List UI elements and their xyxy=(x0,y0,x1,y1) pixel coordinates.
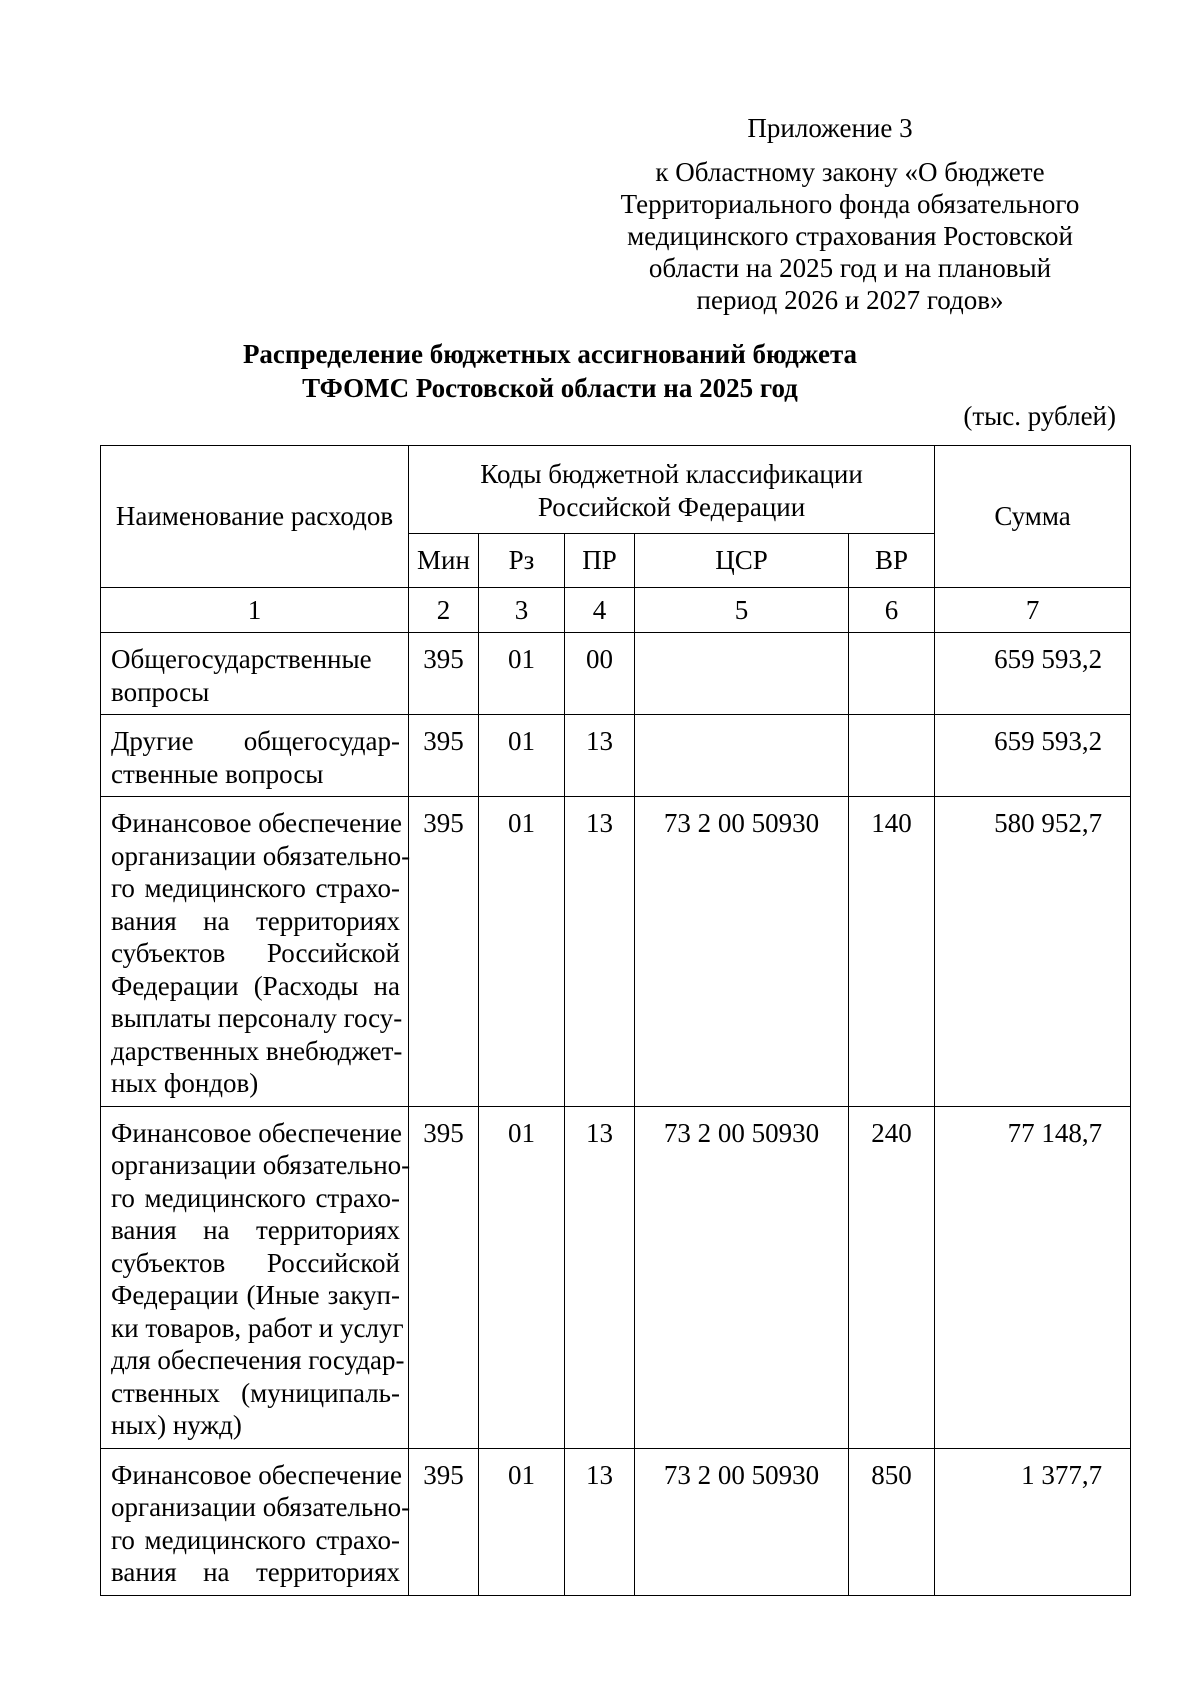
row-name-line: ки товаров, работ и услуг xyxy=(111,1312,404,1343)
appendix-line: области на 2025 год и на плановый xyxy=(648,253,1052,283)
row-name-line: дарственных внебюджет- xyxy=(111,1035,403,1066)
budget-table xyxy=(100,445,1131,1596)
row-name-line: Федерации (Иные закуп- xyxy=(111,1280,400,1310)
row-sum: 659 593,2 xyxy=(935,633,1131,715)
row-vr: 240 xyxy=(849,1106,935,1448)
row-name xyxy=(101,633,409,715)
row-name xyxy=(101,797,409,1107)
row-rz: 01 xyxy=(479,715,565,797)
header-codes xyxy=(409,446,935,534)
row-name-line: Общегосударственные xyxy=(111,644,372,674)
header-codes-line: Коды бюджетной классификации xyxy=(480,459,863,489)
row-name-line: Другие общегосудар- xyxy=(111,726,400,756)
row-name-line: вания на территориях xyxy=(111,1215,400,1245)
table-row xyxy=(101,1106,1131,1448)
header-name: Наименование расходов xyxy=(101,446,409,588)
row-name-line: организации обязательно- xyxy=(111,840,411,871)
table-row xyxy=(101,715,1131,797)
column-number: 1 xyxy=(101,588,409,633)
row-csr xyxy=(635,715,849,797)
row-csr: 73 2 00 50930 xyxy=(635,797,849,1107)
header-rz: Рз xyxy=(479,534,565,588)
appendix-title: Приложение 3 xyxy=(747,113,913,143)
row-name-line: Финансовое обеспечение xyxy=(111,808,403,838)
row-rz: 01 xyxy=(479,1448,565,1595)
heading-line: Распределение бюджетных ассигнований бюджета xyxy=(242,339,858,369)
row-name xyxy=(101,715,409,797)
row-name-line: ных фондов) xyxy=(111,1068,259,1098)
appendix-line: Территориального фонда обязательного xyxy=(620,189,1080,219)
units-label: (тыс. рублей) xyxy=(963,401,1116,431)
row-name-line: вопросы xyxy=(111,676,210,707)
header-sum: Сумма xyxy=(935,446,1131,588)
row-vr: 850 xyxy=(849,1448,935,1595)
header-codes-line: Российской Федерации xyxy=(537,491,806,522)
row-csr xyxy=(635,633,849,715)
column-number: 6 xyxy=(849,588,935,633)
table-row xyxy=(101,1448,1131,1595)
row-rz: 01 xyxy=(479,633,565,715)
document-heading xyxy=(200,337,900,405)
table-row xyxy=(101,633,1131,715)
row-name xyxy=(101,1106,409,1448)
row-name-line: Финансовое обеспечение xyxy=(111,1117,403,1148)
row-vr xyxy=(849,633,935,715)
row-name-line: Федерации (Расходы на xyxy=(111,970,400,1001)
row-csr: 73 2 00 50930 xyxy=(635,1106,849,1448)
row-sum: 77 148,7 xyxy=(935,1106,1131,1448)
table-row xyxy=(101,797,1131,1107)
appendix-line: медицинского страхования Ростовской xyxy=(627,221,1073,251)
header-pr: ПР xyxy=(565,534,635,588)
row-min: 395 xyxy=(409,797,479,1107)
row-name-line: субъектов Российской xyxy=(111,1247,400,1278)
column-number: 2 xyxy=(409,588,479,633)
column-number: 5 xyxy=(635,588,849,633)
appendix-reference xyxy=(580,156,1120,316)
row-pr: 13 xyxy=(565,715,635,797)
header-csr: ЦСР xyxy=(635,534,849,588)
row-pr: 00 xyxy=(565,633,635,715)
column-number-row xyxy=(101,588,1131,633)
appendix-line: период 2026 и 2027 годов» xyxy=(696,285,1004,315)
row-name-line: для обеспечения государ- xyxy=(111,1345,405,1375)
row-rz: 01 xyxy=(479,797,565,1107)
row-name-line: вания на территориях xyxy=(111,905,400,936)
row-vr xyxy=(849,715,935,797)
row-pr: 13 xyxy=(565,1106,635,1448)
row-sum: 580 952,7 xyxy=(935,797,1131,1107)
row-min: 395 xyxy=(409,1448,479,1595)
row-name-line: субъектов Российской xyxy=(111,938,400,968)
row-min: 395 xyxy=(409,633,479,715)
row-name xyxy=(101,1448,409,1595)
row-name-line: вания на территориях xyxy=(111,1557,400,1587)
row-name-line: организации обязательно- xyxy=(111,1150,411,1180)
row-pr: 13 xyxy=(565,797,635,1107)
heading-line: ТФОМС Ростовской области на 2025 год xyxy=(302,373,798,403)
column-number: 4 xyxy=(565,588,635,633)
row-pr: 13 xyxy=(565,1448,635,1595)
row-name-line: ственные вопросы xyxy=(111,758,324,789)
row-sum: 659 593,2 xyxy=(935,715,1131,797)
row-csr: 73 2 00 50930 xyxy=(635,1448,849,1595)
row-name-line: го медицинского страхо- xyxy=(111,1524,400,1555)
row-name-line: организации обязательно- xyxy=(111,1492,411,1522)
row-name-line: го медицинского страхо- xyxy=(111,873,400,903)
column-number: 3 xyxy=(479,588,565,633)
column-number: 7 xyxy=(935,588,1131,633)
row-sum: 1 377,7 xyxy=(935,1448,1131,1595)
row-min: 395 xyxy=(409,715,479,797)
table-header-row xyxy=(101,446,1131,534)
row-name-line: ных) нужд) xyxy=(111,1410,242,1440)
row-min: 395 xyxy=(409,1106,479,1448)
row-name-line: Финансовое обеспечение xyxy=(111,1459,403,1490)
header-min: Мин xyxy=(409,534,479,588)
row-rz: 01 xyxy=(479,1106,565,1448)
row-name-line: ственных (муниципаль- xyxy=(111,1377,400,1408)
header-vr: ВР xyxy=(849,534,935,588)
row-name-line: го медицинского страхо- xyxy=(111,1182,400,1213)
appendix-line: к Областному закону «О бюджете xyxy=(655,157,1045,187)
row-name-line: выплаты персоналу госу- xyxy=(111,1003,403,1033)
row-vr: 140 xyxy=(849,797,935,1107)
